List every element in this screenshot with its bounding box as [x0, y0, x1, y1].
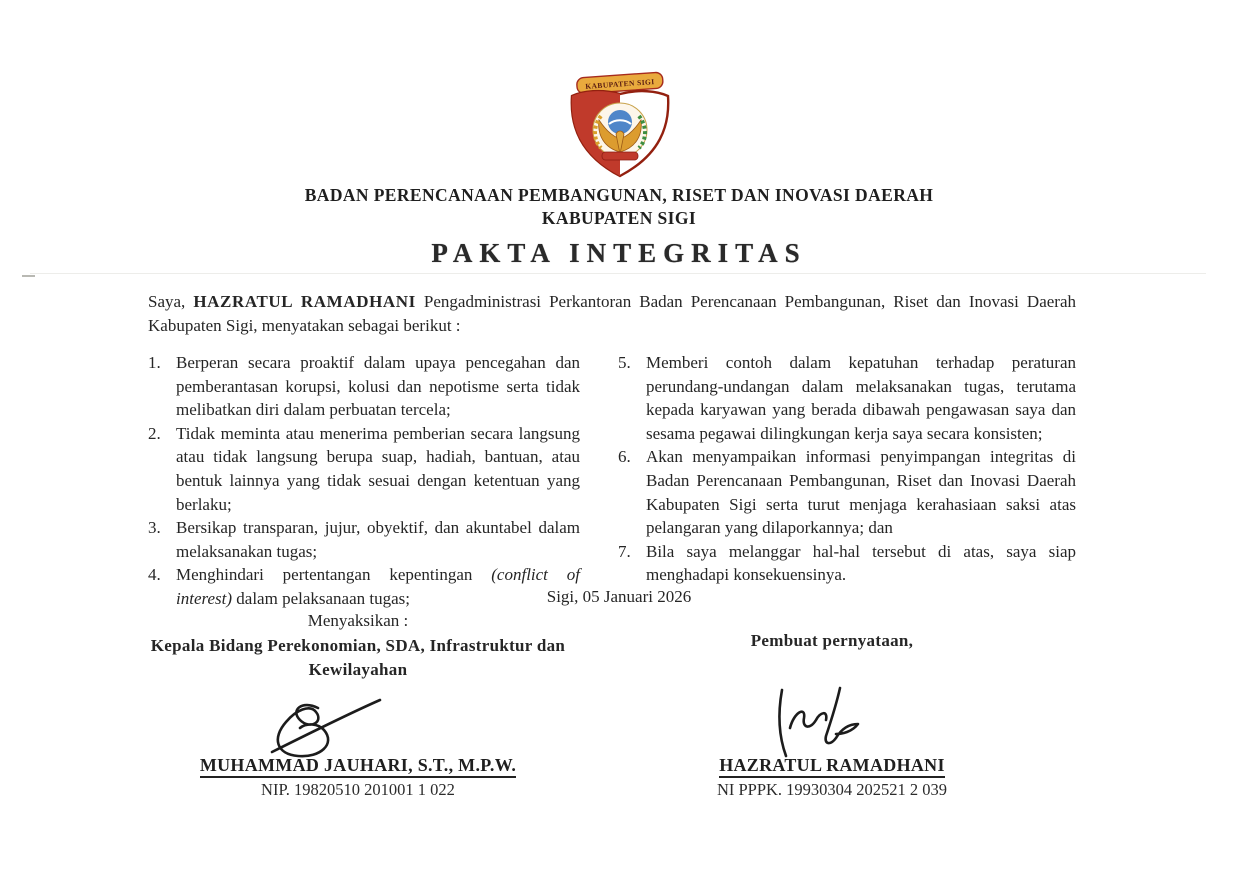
pact-item	[148, 351, 580, 422]
pact-item-text: Menghindari pertentangan kepentingan (conflict of interest) dalam pelaksanaan tugas;	[176, 565, 580, 608]
pact-item	[618, 540, 1076, 587]
witness-name: MUHAMMAD JAUHARI, S.T., M.P.W.	[138, 755, 578, 776]
witness-block	[138, 609, 578, 683]
pact-item-text: Tidak meminta atau menerima pemberian secara langsung atau tidak langsung berupa suap, hadiah, bantuan, atau bentuk lainnya yang tidak sesuai dengan ketentuan yang berlaku;	[176, 423, 580, 514]
letterhead	[0, 184, 1238, 230]
pact-item-text: Bersikap transparan, jujur, obyektif, dan akuntabel dalam melaksanakan tugas;	[176, 518, 580, 561]
pact-item-text: Akan menyampaikan informasi penyimpangan integritas di Badan Perencanaan Pembangunan, Riset dan Inovasi Daerah Kabupaten Sigi serta turut menjaga kerahasiaan saksi atas pelangaran yang dilaporkannya; dan	[646, 447, 1076, 538]
pact-item-number: 5.	[618, 353, 631, 372]
document-title: PAKTA INTEGRITAS	[431, 238, 807, 268]
pact-item	[618, 351, 1076, 445]
declarant-signature	[766, 684, 864, 760]
declarant-nip: NI PPPK. 19930304 202521 2 039	[716, 780, 948, 799]
scan-artifact-dash	[22, 275, 35, 277]
pact-items-left	[148, 351, 580, 611]
pact-item-number: 2.	[148, 423, 161, 443]
org-location: KABUPATEN SIGI	[541, 208, 697, 228]
pact-item-text: Memberi contoh dalam kepatuhan terhadap peraturan perundang-undangan dalam melaksanakan tugas, terutama kepada karyawan yang berada dibawah pengawasan saya dan sesama pegawai dilingkungan kerja saya secara konsisten;	[646, 353, 1076, 443]
scan-artifact-line	[30, 273, 1206, 274]
seal-banner-text: KABUPATEN SIGI	[585, 77, 655, 91]
pact-item	[148, 516, 580, 563]
pact-item-text: Bila saya melanggar hal-hal tersebut di atas, saya siap menghadapi konsekuensinya.	[646, 541, 1076, 585]
pact-item-number: 7.	[618, 541, 631, 561]
pact-item	[148, 422, 580, 516]
pact-item-text: Berperan secara proaktif dalam upaya pencegahan dan pemberantasan korupsi, kolusi dan nepotisme serta tidak melibatkan diri dalam perbuatan tercela;	[176, 353, 580, 420]
witness-nip: NIP. 19820510 201001 1 022	[261, 780, 455, 799]
witness-label: Menyaksikan :	[307, 611, 409, 630]
pact-item-number: 1.	[148, 353, 161, 372]
pact-items-right	[618, 351, 1076, 587]
kabupaten-sigi-seal	[553, 70, 687, 180]
declarant-label: Pembuat pernyataan,	[750, 631, 914, 650]
pact-item-number: 4.	[148, 565, 161, 585]
org-name: BADAN PERENCANAAN PEMBANGUNAN, RISET DAN INOVASI DAERAH	[304, 185, 934, 205]
pact-item	[618, 445, 1076, 539]
pact-item-number: 6.	[618, 447, 631, 467]
intro-paragraph: Saya, HAZRATUL RAMADHANI Pengadministrasi Perkantoran Badan Perencanaan Pembangunan, Riset dan Inovasi Daerah Kabupaten Sigi, menyatakan sebagai berikut :	[148, 292, 1077, 335]
witness-signature	[258, 690, 386, 762]
date-line: Sigi, 05 Januari 2026	[546, 587, 692, 606]
declarant-name: HAZRATUL RAMADHANI	[662, 755, 1002, 776]
witness-title: Kepala Bidang Perekonomian, SDA, Infrastruktur dan Kewilayahan	[150, 635, 566, 679]
seal-ribbon	[602, 152, 638, 160]
pact-item-number: 3.	[148, 518, 161, 538]
seal-graphic	[553, 70, 687, 180]
